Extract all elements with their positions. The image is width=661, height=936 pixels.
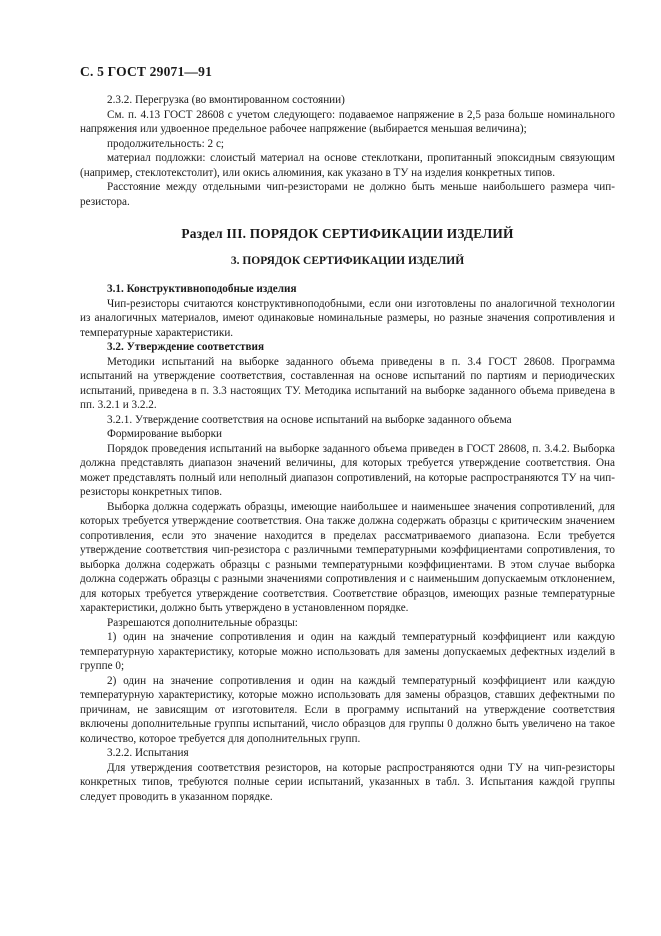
- paragraph-sample-content: Выборка должна содержать образцы, имеющие наибольшее и наименьшее значения сопротивлений, для которых требуется утверждение соответствия. Она также должна содержать образцы с критическим значением сопротивления, если это значение находится в пределах рассматриваемого диапазона. Если требуется утверждение соответствия чип-резистора с различными температурными коэффициентами сопротивления, то выборка должна содержать образцы с разными температурными коэффициентами. В этом случае выборка должна содержать образцы с разными значениями сопротивления и с наименьшим допускаемым отклонением, для которых требуется утверждение соответствия. Соответствие образцов, имеющих разные температурные характеристики, должно быть утверждено в установленном порядке.: [80, 500, 615, 614]
- heading-3-2: 3.2. Утверждение соответствия: [107, 341, 265, 353]
- section-title: Раздел III. ПОРЯДОК СЕРТИФИКАЦИИ ИЗДЕЛИЙ: [181, 226, 514, 241]
- paragraph-additional-samples: Разрешаются дополнительные образцы:: [107, 616, 298, 629]
- heading-3-1: 3.1. Конструктивноподобные изделия: [107, 283, 297, 295]
- distance-paragraph: Расстояние между отдельными чип-резисторами не должно быть меньше наибольшего размера чип-резистора.: [80, 181, 615, 208]
- chapter-title: 3. ПОРЯДОК СЕРТИФИКАЦИИ ИЗДЕЛИЙ: [230, 254, 465, 267]
- heading-3-2-1: 3.2.1. Утверждение соответствия на основе испытаний на выборке заданного объема: [107, 413, 512, 426]
- document-body: [80, 93, 615, 804]
- paragraph-3-2: Методики испытаний на выборке заданного объема приведены в п. 3.4 ГОСТ 28608. Программа испытаний на утверждение соответствия, составленная на основе испытаний по партиям и периодических испытаний, приведена в п. 3.3 настоящих ТУ. Методика испытаний на выборке заданного объема приведена в пп. 3.2.1 и 3.2.2.: [80, 355, 615, 411]
- duration-paragraph: продолжительность: 2 с;: [107, 137, 225, 150]
- overload-heading: 2.3.2. Перегрузка (во вмонтированном состоянии): [107, 94, 345, 106]
- paragraph-sample-procedure: Порядок проведения испытаний на выборке заданного объема приведен в ГОСТ 28608, п. 3.4.2. Выборка должна представлять диапазон значений величины, для которых требуется утверждение соответствия. Она может представлять полный или неполный диапазон сопротивлений, на которые распространяются ТУ на чип-резисторы конкретных типов.: [80, 442, 615, 498]
- list-item-1: 1) один на значение сопротивления и один на каждый температурный коэффициент или каждую температурную характеристику, которые можно использовать для замены допускаемых дефектных изделий в группе 0;: [80, 631, 615, 672]
- paragraph-3-2-2: Для утверждения соответствия резисторов, на которые распространяются одни ТУ на чип-резисторы конкретных типов, требуются полные серии испытаний, указанных в табл. 3. Испытания каждой группы следует проводить в указанном порядке.: [80, 761, 615, 803]
- list-item-2: 2) один на значение сопротивления и один на каждый температурный коэффициент или каждую температурную характеристику, которые можно использовать для замены образцов, ставших дефектными по причинам, не зависящим от изготовителя. Если в программу испытаний на утверждение соответствия включены дополнительные группы испытаний, число образцов для группы 0 должно быть увеличено на такое количество, которое требуется для дополнительных групп.: [80, 674, 615, 745]
- subheading-sample-formation: Формирование выборки: [107, 428, 223, 440]
- substrate-paragraph: материал подложки: слоистый материал на основе стеклоткани, пропитанный эпоксидным связующим (например, стеклотекстолит), или окись алюминия, как указано в ТУ на изделия конкретных типов.: [80, 152, 615, 179]
- overload-paragraph: См. п. 4.13 ГОСТ 28608 с учетом следующего: подаваемое напряжение в 2,5 раза больше номинального напряжения или удвоенное предельное рабочее напряжение (выбирается меньшая величина);: [80, 108, 615, 135]
- heading-3-2-2: 3.2.2. Испытания: [107, 747, 189, 759]
- paragraph-3-1: Чип-резисторы считаются конструктивноподобными, если они изготовлены по аналогичной технологии из аналогичных материалов, имеют одинаковые номинальные размеры, но разные значения сопротивления и температурные характеристики.: [80, 297, 615, 339]
- running-header: С. 5 ГОСТ 29071—91: [80, 64, 213, 79]
